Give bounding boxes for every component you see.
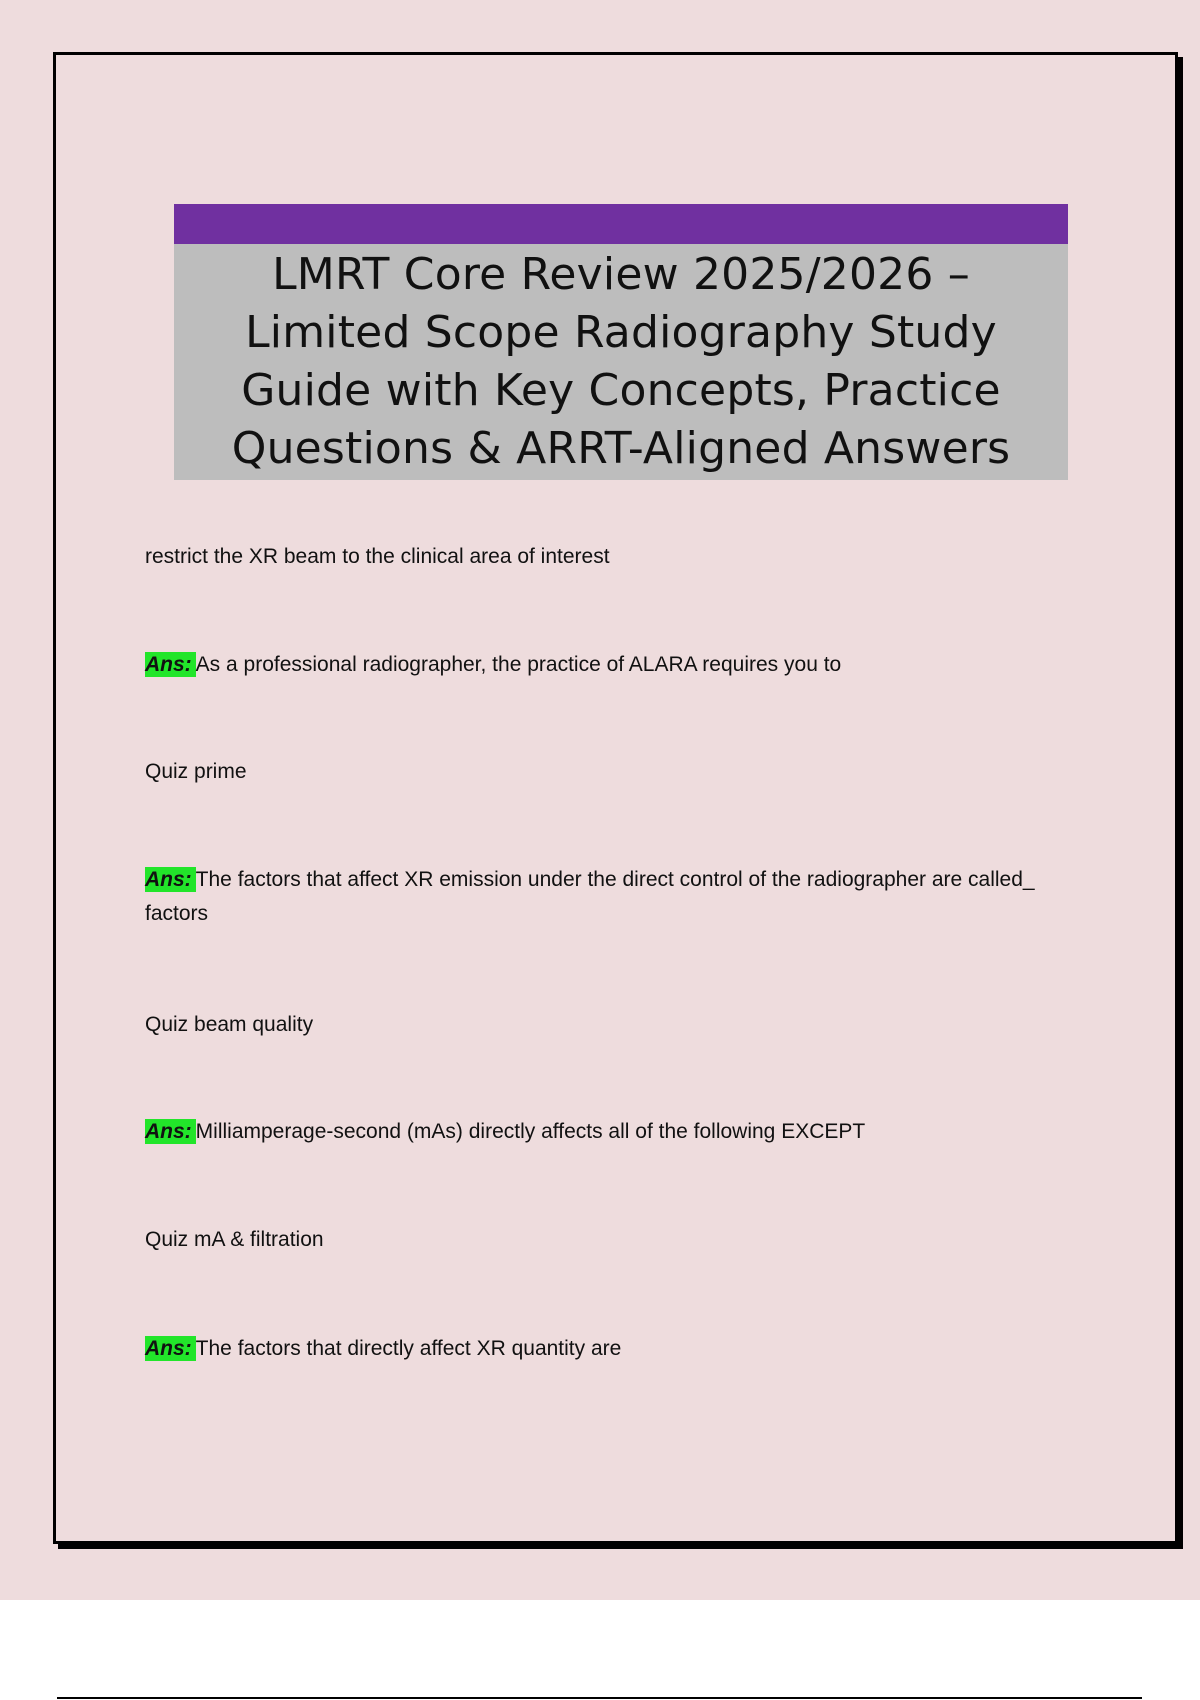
ans-label: Ans: xyxy=(145,1336,196,1361)
ans-label: Ans: xyxy=(145,652,196,677)
title-block xyxy=(174,204,1068,480)
answer-text: restrict the XR beam to the clinical area of interest xyxy=(145,545,610,568)
question-text: The factors that affect XR emission under the direct control of the radiographer are called_ factors xyxy=(145,868,1035,925)
question-text: As a professional radiographer, the practice of ALARA requires you to xyxy=(195,653,842,676)
question-line xyxy=(145,863,1095,931)
title-accent-bar xyxy=(174,204,1068,244)
ans-label: Ans: xyxy=(145,1119,196,1144)
answer-line xyxy=(145,540,1095,574)
document-title: LMRT Core Review 2025/2026 – Limited Scope Radiography Study Guide with Key Concepts, Practice Questions & ARRT-Aligned Answers xyxy=(231,249,1011,474)
answer-text: Quiz mA & filtration xyxy=(145,1228,324,1251)
answer-text: Quiz beam quality xyxy=(145,1013,314,1036)
question-line xyxy=(145,648,1095,682)
answer-line xyxy=(145,755,1095,789)
question-text: The factors that directly affect XR quantity are xyxy=(195,1337,622,1360)
question-line xyxy=(145,1115,1095,1149)
footer-divider xyxy=(57,1697,1142,1699)
ans-label: Ans: xyxy=(145,867,196,892)
question-line xyxy=(145,1332,1095,1366)
answer-line xyxy=(145,1008,1095,1042)
question-text: Milliamperage-second (mAs) directly affects all of the following EXCEPT xyxy=(195,1120,866,1143)
answer-line xyxy=(145,1223,1095,1257)
answer-text: Quiz prime xyxy=(145,760,247,783)
